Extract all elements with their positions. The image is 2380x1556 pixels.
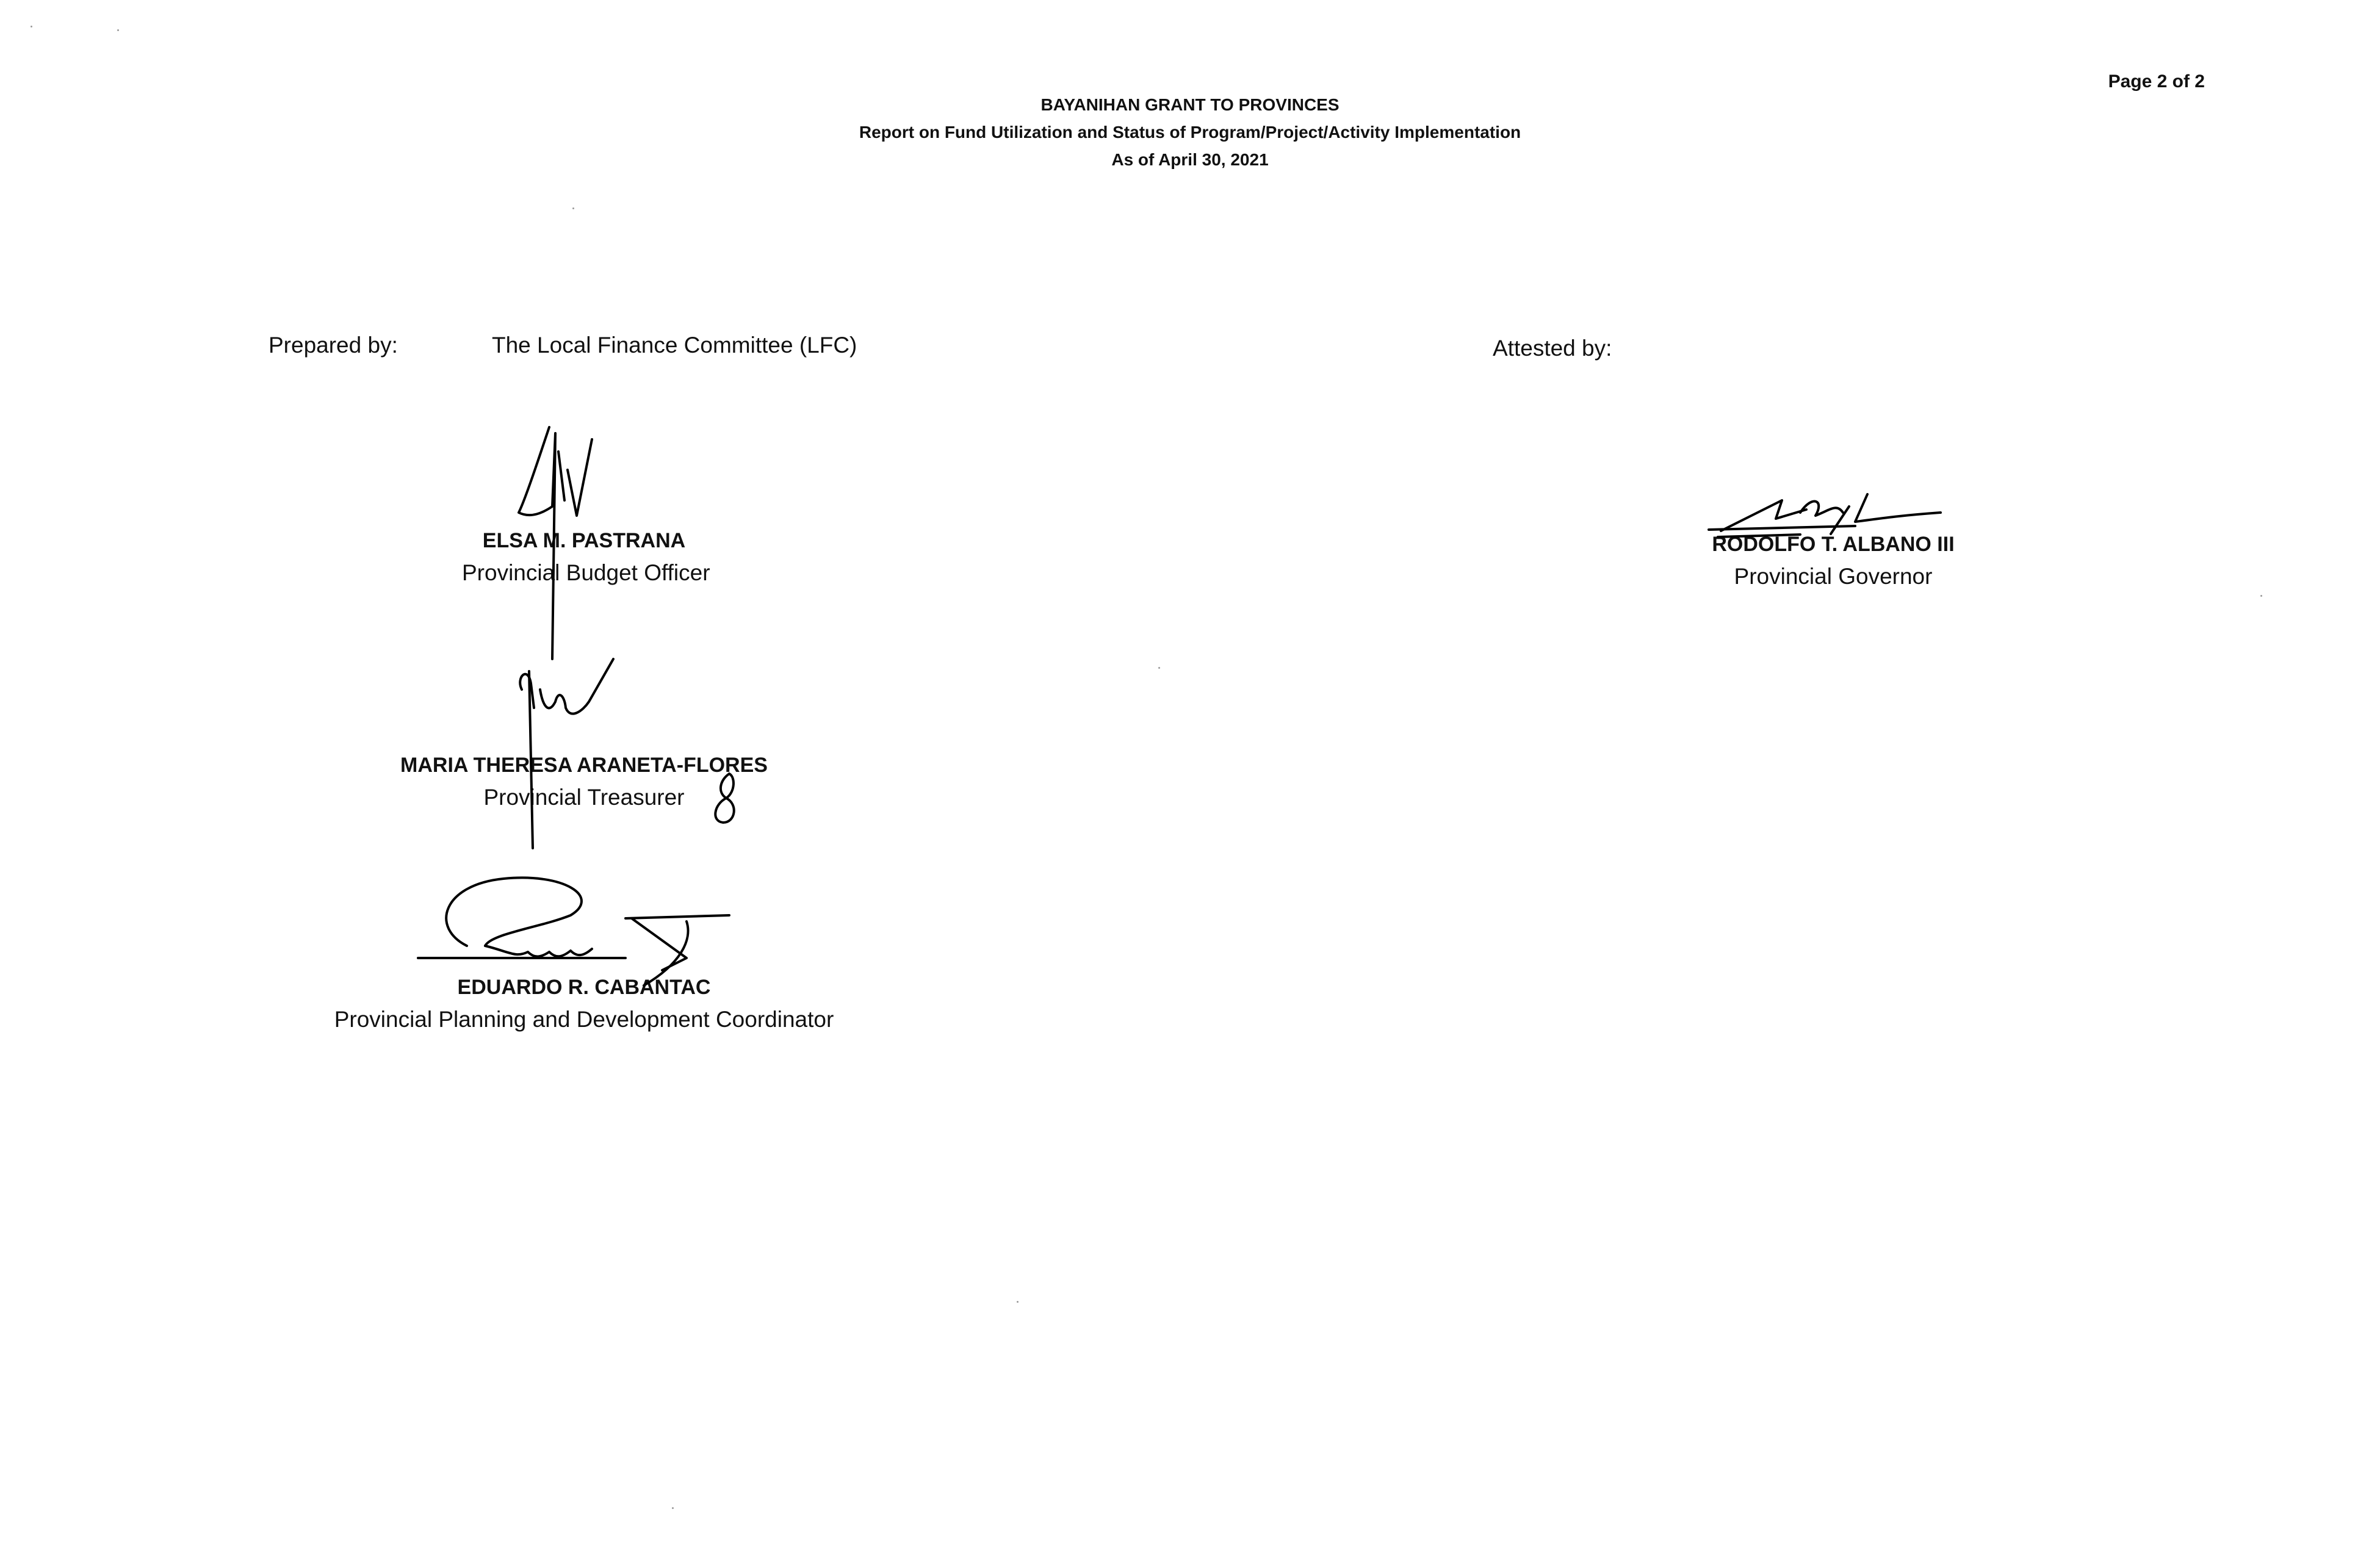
page-number: Page 2 of 2	[2108, 71, 2205, 92]
scan-speck	[572, 207, 574, 209]
signatory-title: Provincial Treasurer	[483, 785, 685, 810]
signatory-name: MARIA THERESA ARANETA-FLORES	[400, 754, 768, 777]
signatory-title: Provincial Planning and Development Coordinator	[334, 1007, 834, 1032]
attested-by-label: Attested by:	[1493, 336, 1612, 361]
scan-speck	[1158, 667, 1160, 669]
committee-name: The Local Finance Committee (LFC)	[492, 333, 857, 358]
report-subtitle: Report on Fund Utilization and Status of Program/Project/Activity Implementation	[859, 123, 1521, 142]
scan-speck	[672, 1507, 674, 1509]
report-title: BAYANIHAN GRANT TO PROVINCES	[1040, 95, 1340, 114]
scan-speck	[117, 29, 119, 31]
signatory-budget-officer	[462, 525, 710, 589]
signatory-name: ELSA M. PASTRANA	[482, 529, 686, 552]
report-date: As of April 30, 2021	[1111, 150, 1269, 169]
signatory-treasurer	[389, 749, 779, 814]
signatory-title: Provincial Governor	[1734, 564, 1933, 589]
scan-speck	[1017, 1301, 1019, 1303]
signatory-name: RODOLFO T. ALBANO III	[1712, 533, 1955, 556]
signatory-planning-coordinator	[317, 971, 851, 1036]
scan-speck	[31, 26, 32, 27]
signatory-name: EDUARDO R. CABANTAC	[457, 976, 711, 999]
scan-speck	[2260, 595, 2262, 597]
signatory-governor	[1699, 528, 1967, 593]
prepared-by-label: Prepared by:	[269, 333, 398, 358]
signatory-title: Provincial Budget Officer	[462, 560, 710, 585]
